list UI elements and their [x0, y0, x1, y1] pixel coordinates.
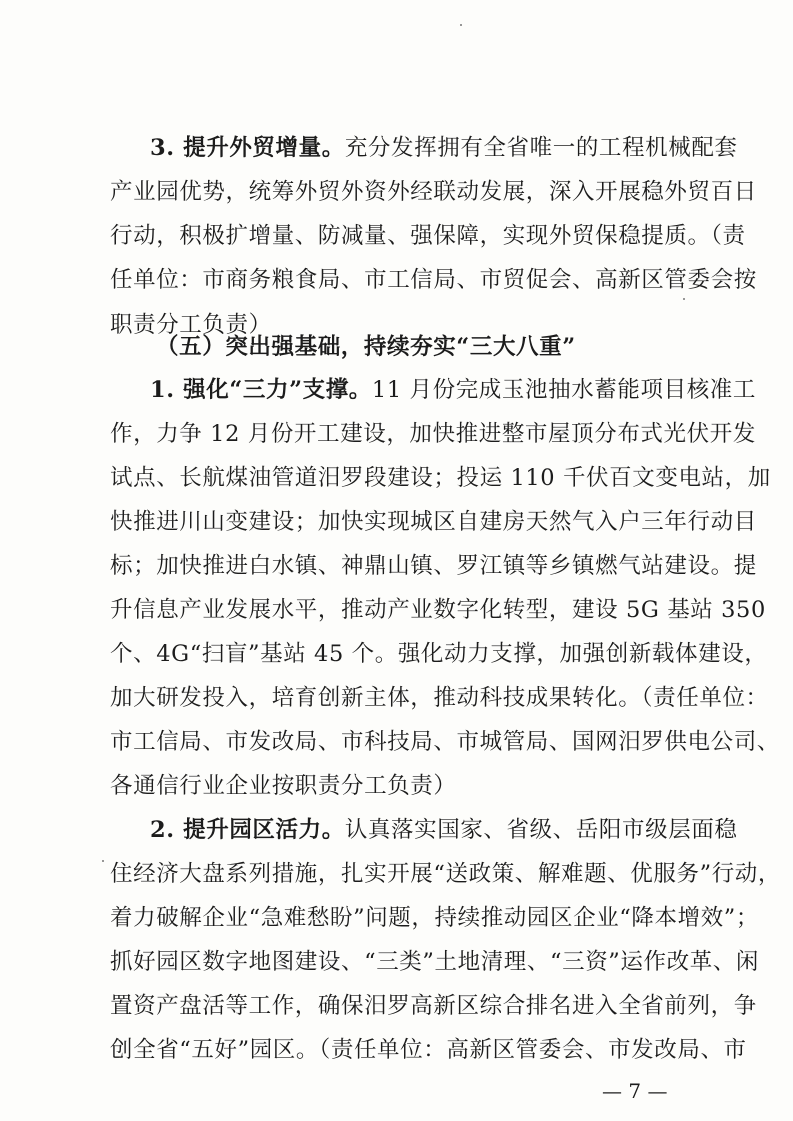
paragraph-line: 试点、长航煤油管道汨罗段建设；投运 110 千伏百文变电站，加: [110, 465, 771, 491]
paragraph-line: 产业园优势，统筹外贸外资外经联动发展，深入开展稳外贸百日: [110, 179, 757, 205]
item-heading: 2. 提升园区活力。: [150, 817, 345, 843]
paragraph-line: 住经济大盘系列措施，扎实开展“送政策、解难题、优服务”行动，: [110, 861, 782, 887]
paragraph-text: 11 月份完成玉池抽水蓄能项目核准工: [371, 377, 756, 403]
paragraph-line: 作，力争 12 月份开工建设，加快推进整市屋顶分布式光伏开发: [110, 421, 756, 447]
item-heading: 3. 提升外贸增量。: [150, 135, 345, 161]
paragraph-line: [150, 375, 756, 405]
page-number: — 7 —: [602, 1079, 668, 1103]
paragraph-line: 抓好园区数字地图建设、“三类”土地清理、“三资”运作改革、闲: [110, 949, 760, 975]
scan-speck: [460, 24, 462, 26]
paragraph-text: 充分发挥拥有全省唯一的工程机械配套: [344, 135, 738, 161]
paragraph-line: 置资产盘活等工作，确保汨罗高新区综合排名进入全省前列，争: [110, 993, 757, 1019]
paragraph-line: 着力破解企业“急难愁盼”问题，持续推动园区企业“降本增效”；: [110, 905, 760, 931]
paragraph-line: 个、4G“扫盲”基站 45 个。强化动力支撑，加强创新载体建设，: [110, 641, 768, 667]
section-heading: （五）突出强基础，持续夯实“三大八重”: [156, 334, 576, 360]
paragraph-line: 快推进川山变建设；加快实现城区自建房天然气入户三年行动目: [110, 509, 757, 535]
paragraph-line: 加大研发投入，培育创新主体，推动科技成果转化。（责任单位：: [110, 685, 769, 711]
scan-speck: [683, 298, 685, 300]
scan-speck: [102, 860, 104, 862]
paragraph-line: 创全省“五好”园区。（责任单位：高新区管委会、市发改局、市: [110, 1037, 747, 1063]
paragraph-line: 任单位：市商务粮食局、市工信局、市贸促会、高新区管委会按: [110, 267, 757, 293]
paragraph-line: 行动，积极扩增量、防减量、强保障，实现外贸保稳提质。（责: [110, 223, 746, 249]
paragraph-line: [150, 133, 738, 163]
paragraph-text: 认真落实国家、省级、岳阳市级层面稳: [344, 817, 738, 843]
paragraph-line: 标；加快推进白水镇、神鼎山镇、罗江镇等乡镇燃气站建设。提: [110, 553, 757, 579]
paragraph-line: [150, 815, 738, 845]
paragraph-line: 各通信行业企业按职责分工负责）: [110, 773, 457, 799]
paragraph-line: 市工信局、市发改局、市科技局、市城管局、国网汨罗供电公司、: [110, 729, 780, 755]
item-heading: 1. 强化“三力”支撑。: [150, 377, 372, 403]
paragraph-line: 升信息产业发展水平，推动产业数字化转型，建设 5G 基站 350: [110, 597, 766, 623]
paragraph-line: 职责分工负责）: [110, 312, 272, 338]
